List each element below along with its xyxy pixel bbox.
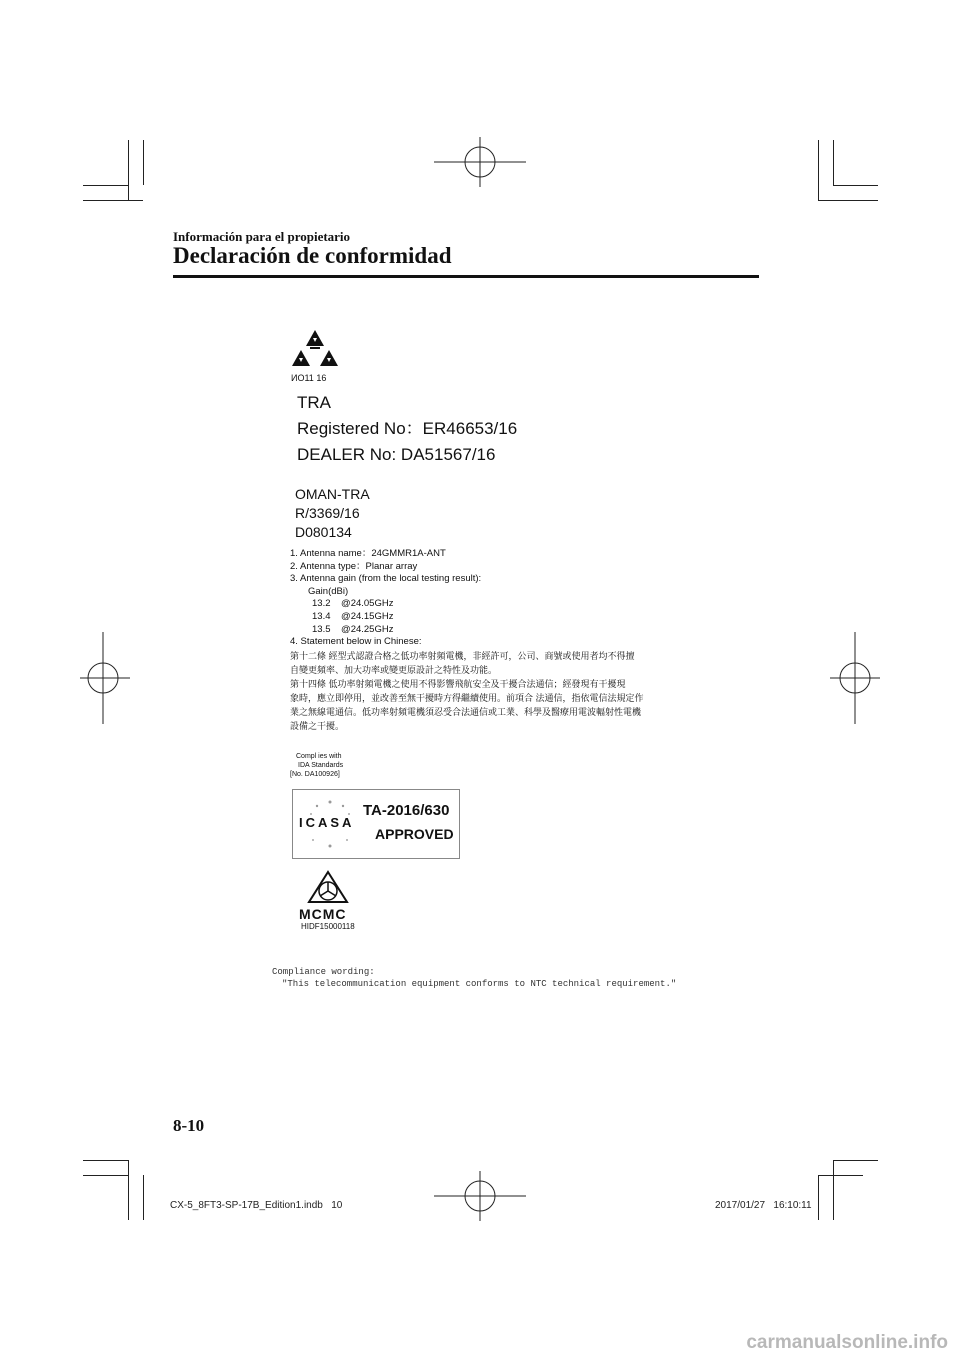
ida-label: [290, 752, 343, 779]
page-number: 8-10: [173, 1116, 205, 1135]
section-label: Información para el propietario: [173, 229, 351, 244]
ida-line: [No. DA100926]: [290, 771, 340, 778]
title-rule: [173, 275, 759, 278]
antenna-line: 1. Antenna name：24GMMR1A-ANT: [290, 548, 446, 559]
icasa-status: APPROVED: [375, 826, 454, 842]
registration-mark-top: [434, 137, 526, 187]
antenna-line: 13.5 @24.25GHz: [312, 623, 394, 635]
antenna-line: 13.4 @24.15GHz: [312, 610, 394, 622]
tra-logo-icon: [290, 328, 340, 372]
tra-block: [297, 390, 517, 468]
icasa-logo: ICASA: [299, 815, 355, 830]
registration-mark-bottom: [434, 1171, 526, 1221]
antenna-line: 象時，應立即停用，並改善至無干擾時方得繼續使用。前項合 法通信，指依電信法規定作: [290, 692, 644, 703]
antenna-line: 13.2 @24.05GHz: [312, 598, 394, 610]
ida-line: Compl ies with: [296, 753, 342, 760]
footer-timestamp: 2017/01/27 16:10:11: [715, 1200, 812, 1211]
antenna-line: 第十四條 低功率射頻電機之使用不得影響飛航安全及干擾合法通信；經發現有干擾現: [290, 678, 626, 689]
tra-registered: Registered No：ER46653/16: [297, 419, 518, 438]
page-title: Declaración de conformidad: [173, 243, 452, 268]
antenna-info: [290, 548, 670, 733]
oman-line: R/3369/16: [295, 505, 360, 521]
compliance-text: "This telecommunication equipment conforms to NTC technical requirement.": [282, 979, 677, 989]
registration-mark-left: [80, 632, 130, 724]
registration-mark-right: [830, 632, 880, 724]
antenna-line: 業之無線電通信。低功率射頻電機須忍受合法通信或工業、科學及醫療用電波輻射性電機: [290, 706, 642, 717]
watermark: carmanualsonline.info: [746, 1332, 948, 1353]
oman-block: [295, 485, 370, 542]
antenna-line: 2. Antenna type：Planar array: [290, 560, 418, 572]
compliance-label: Compliance wording:: [272, 967, 375, 977]
antenna-line: 自變更頻率、加大功率或變更原設計之特性及功能。: [290, 664, 498, 675]
antenna-line: 3. Antenna gain (from the local testing result):: [290, 573, 482, 585]
mcmc-logo: MCMC: [299, 906, 347, 922]
icasa-code: TA-2016/630: [363, 802, 450, 819]
mcmc-code: HIDF15000118: [301, 922, 355, 931]
oman-line: OMAN-TRA: [295, 486, 370, 502]
icasa-approval-box: [292, 789, 460, 859]
antenna-line: 第十二條 經型式認證合格之低功率射頻電機，非經許可，公司、商號或使用者均不得擅: [290, 650, 635, 661]
tra-dealer: DEALER No: DA51567/16: [297, 445, 496, 464]
oman-line: D080134: [295, 524, 352, 540]
mcmc-logo-icon: [297, 870, 359, 910]
antenna-line: 4. Statement below in Chinese:: [290, 636, 422, 648]
tra-name: TRA: [297, 393, 331, 412]
antenna-line: 設備之干擾。: [290, 720, 345, 731]
antenna-line: Gain(dBi): [308, 585, 349, 597]
tra-logo-code: ИО11 16: [291, 373, 327, 383]
ida-line: IDA Standards: [298, 762, 344, 769]
footer-file: CX-5_8FT3-SP-17B_Edition1.indb 10: [170, 1200, 343, 1211]
compliance-wording: [272, 966, 676, 990]
mcmc-mark: [297, 870, 359, 931]
